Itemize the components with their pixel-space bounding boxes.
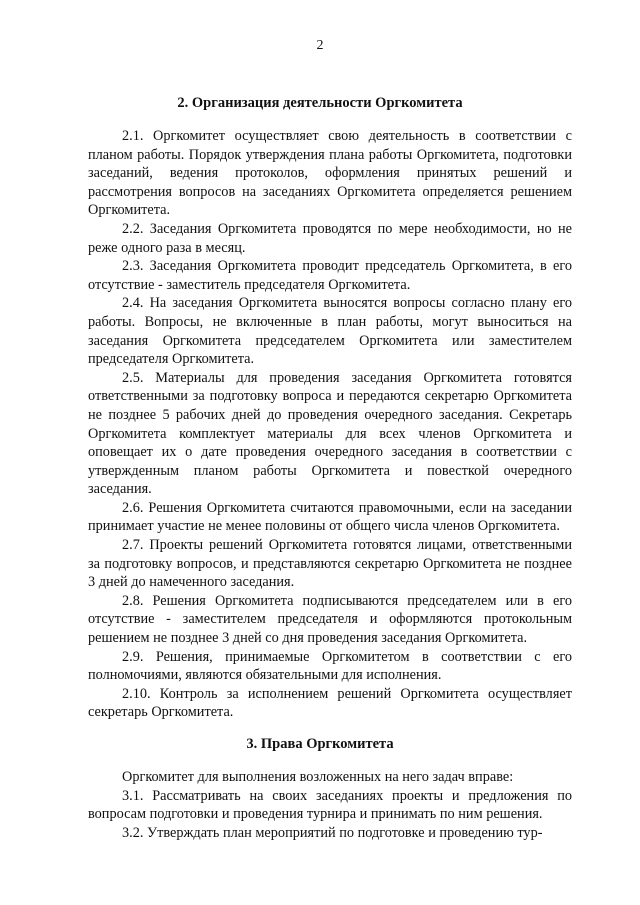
paragraph-2-5: 2.5. Материалы для проведения заседания Оргкомитета готовятся ответственными за подготовку вопроса и передаются секретарю Оргкомитета не позднее 5 рабочих дней до проведения очередного заседания. Секретарь Оргкомитета комплектует материалы для всех членов Оргкомитета и оповещает их о дате проведения очередного заседания в соответствии с утвержденным планом работы Оргкомитета и повесткой очередного заседания. [88,369,572,498]
paragraph-2-8: 2.8. Решения Оргкомитета подписываются председателем или в его отсутствие - заместителем председателя и оформляются протокольным решением не позднее 3 дней со дня проведения заседания Оргкомитета. [88,592,572,647]
paragraph-2-4: 2.4. На заседания Оргкомитета выносятся вопросы согласно плану его работы. Вопросы, не включенные в план работы, могут выноситься на заседания Оргкомитета председателем Оргкомитета или заместителем председателя Оргкомитета. [88,295,572,368]
page-number: 2 [316,38,324,53]
paragraph-2-9: 2.9. Решения, принимаемые Оргкомитетом в соответствии с его полномочиями, являются обязательными для исполнения. [88,648,572,684]
paragraph-2-3: 2.3. Заседания Оргкомитета проводит председатель Оргкомитета, в его отсутствие - заместитель председателя Оргкомитета. [88,258,572,293]
section-3-body [88,768,572,842]
paragraph-2-10: 2.10. Контроль за исполнением решений Оргкомитета осуществляет секретарь Оргкомитета. [88,685,572,721]
paragraph-2-2: 2.2. Заседания Оргкомитета проводятся по мере необходимости, но не реже одного раза в месяц. [88,220,572,256]
paragraph-3-intro: Оргкомитет для выполнения возложенных на него задач вправе: [122,769,514,785]
section-3-title: 3. Права Оргкомитета [246,736,394,752]
paragraph-3-2: 3.2. Утверждать план мероприятий по подготовке и проведению тур- [122,824,543,841]
section-2-body [88,127,572,722]
paragraph-2-6: 2.6. Решения Оргкомитета считаются правомочными, если на заседании принимает участие не менее половины от общего числа членов Оргкомитета. [88,499,572,535]
paragraph-2-7: 2.7. Проекты решений Оргкомитета готовятся лицами, ответственными за подготовку вопросов, и представляются секретарю Оргкомитета не позднее 3 дней до намеченного заседания. [88,537,572,591]
paragraph-2-1: 2.1. Оргкомитет осуществляет свою деятельность в соответствии с планом работы. Порядок утверждения плана работы Оргкомитета, подготовки заседаний, ведения протоколов, оформления принятых решений и рассмотрения вопросов на заседаниях Оргкомитета определяется решением Оргкомитета. [88,128,572,219]
paragraph-3-1: 3.1. Рассматривать на своих заседаниях проекты и предложения по вопросам подготовки и проведения турнира и принимать по ним решения. [88,787,572,823]
section-2-title: 2. Организация деятельности Оргкомитета [177,95,463,111]
